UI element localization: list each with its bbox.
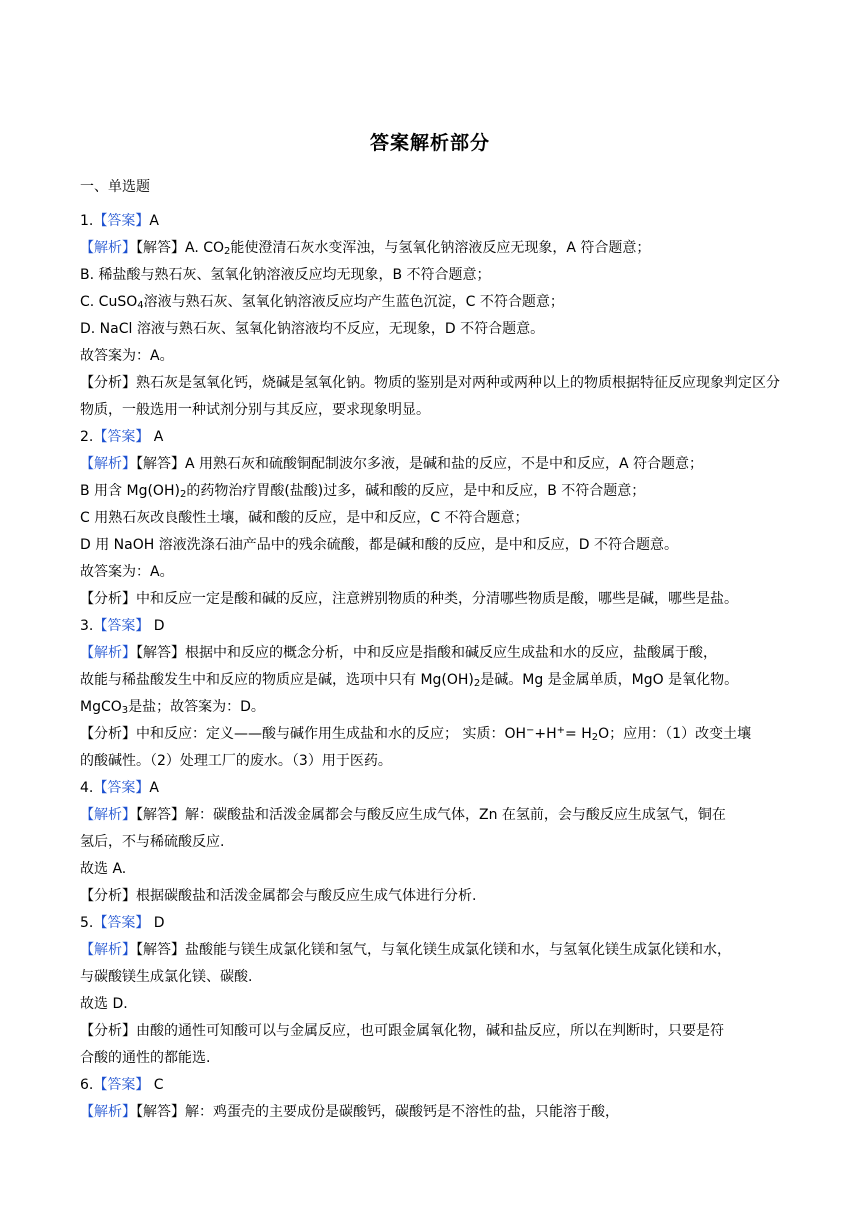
analysis-tag: 【解析】 [80, 240, 136, 256]
q5-conclusion: 故选 D. [80, 996, 128, 1012]
answer-tag: 【答案】 [93, 780, 150, 796]
page-title: 答案解析部分 [369, 132, 490, 154]
q5-solution-line-2: 与碳酸镁生成氯化镁、碳酸. [80, 969, 253, 985]
solution-tag: 【解答】 [136, 645, 185, 661]
analysis-tag: 【解析】 [80, 807, 136, 823]
solution-tag: 【解答】 [136, 942, 185, 958]
analysis-tag: 【解析】 [80, 1104, 136, 1120]
q4-solution-line-2: 氢后，不与稀硫酸反应. [80, 834, 225, 850]
section-heading: 一、单选题 [80, 179, 150, 195]
question-number: 1. [80, 213, 94, 229]
analysis-label: 【分析】 [80, 888, 136, 904]
q3-solution-line-3: MgCO$_3$是盐；故答案为：D。 [80, 699, 265, 716]
solution-tag: 【解答】 [136, 1104, 185, 1120]
q1-option-a: 【解析】【解答】A. $CO_2$能使澄清石灰水变浑浊，与氢氧化钠溶液反应无现象，A 符合题意； [80, 240, 651, 257]
analysis-tag: 【解析】 [80, 456, 136, 472]
question-number: 2. [80, 429, 94, 445]
analysis-tag: 【解析】 [80, 645, 136, 661]
q1-option-d: D. NaCl 溶液与熟石灰、氢氧化钠溶液均不反应，无现象，D 不符合题意。 [80, 321, 545, 337]
q3-solution-line-2: 故能与稀盐酸发生中和反应的物质应是碱，选项中只有 $Mg(OH)_2$是碱。Mg 是金属单质，MgO 是氧化物。 [80, 672, 739, 689]
answer-value: D [149, 618, 165, 634]
solution-tag: 【解答】 [136, 456, 185, 472]
q2-answer-line [80, 424, 780, 451]
analysis-label: 【分析】 [80, 591, 136, 607]
q1-option-c: C. CuSO$_4$溶液与熟石灰、氢氧化钠溶液反应均产生蓝色沉淀，C 不符合题意； [80, 294, 564, 311]
q5-analysis-line-1: 【分析】由酸的通性可知酸可以与金属反应，也可跟金属氧化物，碱和盐反应，所以在判断时，只要是符 [80, 1023, 724, 1039]
answer-tag: 【答案】 [93, 429, 150, 445]
q2-option-c: C 用熟石灰改良酸性土壤，碱和酸的反应，是中和反应，C 不符合题意； [80, 510, 529, 526]
q6-solution-line-1: 【解析】【解答】解：鸡蛋壳的主要成份是碳酸钙，碳酸钙是不溶性的盐，只能溶于酸， [80, 1104, 619, 1120]
answer-tag: 【答案】 [93, 618, 150, 634]
question-number: 5. [80, 915, 94, 931]
answer-value: A [149, 213, 159, 229]
q4-solution-line-1: 【解析】【解答】解：碳酸盐和活泼金属都会与酸反应生成气体，Zn 在氢前，会与酸反应生成氢气，铜在 [80, 807, 726, 823]
q5-analysis-line-2: 合酸的通性的都能选. [80, 1050, 211, 1066]
analysis-tag: 【解析】 [80, 942, 136, 958]
q2-option-b: B 用含 $Mg(OH)_2$的药物治疗胃酸(盐酸)过多，碱和酸的反应，是中和反应，B 不符合题意； [80, 483, 646, 500]
question-number: 6. [80, 1077, 94, 1093]
q2-analysis: 【分析】中和反应一定是酸和碱的反应，注意辨别物质的种类，分清哪些物质是酸，哪些是碱，哪些是盐。 [80, 591, 738, 607]
solution-tag: 【解答】 [136, 807, 185, 823]
q6-answer-line [80, 1072, 780, 1099]
q2-option-d: D 用 NaOH 溶液洗涤石油产品中的残余硫酸，都是碱和酸的反应，是中和反应，D 不符合题意。 [80, 537, 678, 553]
analysis-label: 【分析】 [80, 1023, 136, 1039]
answer-tag: 【答案】 [93, 1077, 150, 1093]
answer-tag: 【答案】 [93, 213, 150, 229]
q3-solution-line-1: 【解析】【解答】根据中和反应的概念分析，中和反应是指酸和碱反应生成盐和水的反应，盐酸属于酸， [80, 645, 717, 661]
analysis-label: 【分析】 [80, 726, 136, 742]
question-number: 3. [80, 618, 94, 634]
answer-value: D [149, 915, 165, 931]
answer-content [80, 208, 780, 1126]
answer-value: A [149, 780, 159, 796]
q1-analysis: 【分析】熟石灰是氢氧化钙，烧碱是氢氧化钠。物质的鉴别是对两种或两种以上的物质根据特征反应现象判定区分物质，一般选用一种试剂分别与其反应，要求现象明显。 [80, 375, 780, 418]
q5-answer-line [80, 910, 780, 937]
question-number: 4. [80, 780, 94, 796]
q3-answer-line [80, 613, 780, 640]
q3-analysis-line-2: 的酸碱性。（2）处理工厂的废水。（3）用于医药。 [80, 753, 392, 769]
analysis-label: 【分析】 [80, 375, 136, 391]
q3-analysis-line-1: 【分析】中和反应：定义——酸与碱作用生成盐和水的反应； 实质：$OH^-+H^+= H_2O$；应用：（1）改变土壤 [80, 725, 752, 743]
q4-conclusion: 故选 A. [80, 861, 127, 877]
q1-conclusion: 故答案为：A。 [80, 348, 174, 364]
q4-answer-line [80, 775, 780, 802]
q1-option-b: B. 稀盐酸与熟石灰、氢氧化钠溶液反应均无现象，B 不符合题意； [80, 267, 491, 283]
answer-value: C [149, 1077, 164, 1093]
q2-option-a: 【解析】【解答】A 用熟石灰和硫酸铜配制波尔多液，是碱和盐的反应，不是中和反应，A 符合题意； [80, 456, 704, 472]
q2-conclusion: 故答案为：A。 [80, 564, 174, 580]
solution-tag: 【解答】 [136, 240, 185, 256]
q5-solution-line-1: 【解析】【解答】盐酸能与镁生成氯化镁和氢气，与氧化镁生成氯化镁和水，与氢氧化镁生成氯化镁和水， [80, 942, 731, 958]
q4-analysis: 【分析】根据碳酸盐和活泼金属都会与酸反应生成气体进行分析. [80, 888, 477, 904]
q1-answer-line [80, 208, 780, 235]
answer-tag: 【答案】 [93, 915, 150, 931]
answer-value: A [149, 429, 164, 445]
